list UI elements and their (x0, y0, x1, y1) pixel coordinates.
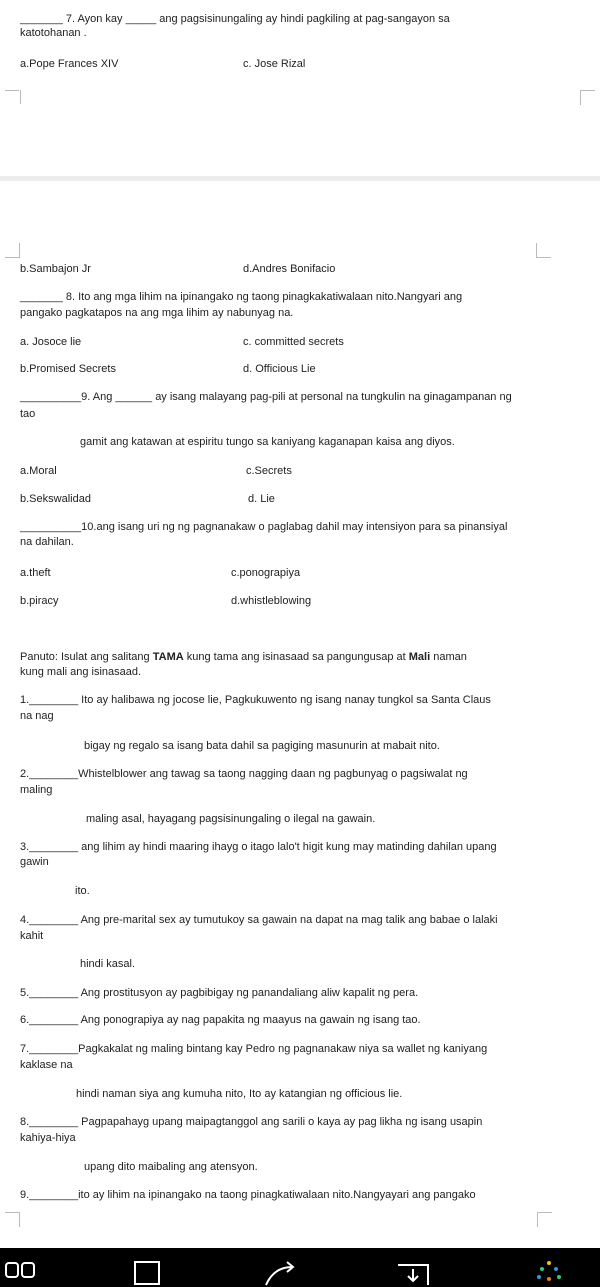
q8-choice-a: a. Josoce lie (20, 336, 82, 348)
q8-choice-b: b.Promised Secrets (20, 363, 116, 375)
instructions-text-a: Isulat ang salitang (60, 651, 150, 663)
q8-choice-d: d. Officious Lie (243, 363, 316, 375)
item-1-line1: 1.________ Ito ay halibawa ng jocose lie, Pagkukuwento ng isang nanay tungkol sa Santa Claus (20, 694, 491, 706)
crop-corner-top-right[interactable] (580, 90, 595, 105)
item-8-line3: upang dito maibaling ang atensyon. (84, 1161, 258, 1173)
item-8-line2: kahiya-hiya (20, 1132, 76, 1144)
question-8-line2: pangako pagkatapos na ang mga lihim ay nabunyag na. (20, 307, 294, 319)
question-10-line1: __________10.ang isang uri ng ng pagnanakaw o paglabag dahil may intensiyon para sa pinansiyal (20, 521, 508, 533)
q8-choice-c: c. committed secrets (243, 336, 344, 348)
item-4-line1: 4.________ Ang pre-marital sex ay tumutukoy sa gawain na dapat na mag talik ang babae o lalaki (20, 914, 498, 926)
crop-corner-lower-left[interactable] (5, 1212, 20, 1227)
q10-choice-c: c.ponograpiya (231, 567, 301, 579)
question-10-line2: na dahilan. (20, 536, 74, 548)
item-4-line3: hindi kasal. (80, 958, 136, 970)
item-5-line1: 5.________ Ang prostitusyon ay pagbibigay ng panandaliang aliw kapalit ng pera. (20, 987, 419, 999)
item-4-line2: kahit (20, 930, 44, 942)
q7-choice-a: a.Pope Frances XIV (20, 58, 119, 70)
item-2-line3: maling asal, hayagang pagsisinungaling o ilegal na gawain. (86, 813, 376, 825)
question-8-line1: _______ 8. Ito ang mga lihim na ipinangako ng taong pinagkakatiwalaan nito.Nangyari ang (20, 291, 463, 303)
q7-choice-c: c. Jose Rizal (243, 58, 306, 70)
item-7-line2: kaklase na (20, 1059, 73, 1071)
download-icon[interactable] (394, 1257, 432, 1287)
item-2-line2: maling (20, 784, 53, 796)
q9-choice-a: a.Moral (20, 465, 57, 477)
item-2-line1: 2.________Whistelblower ang tawag sa taong nagging daan ng pagbunyag o pagsiwalat ng (20, 768, 468, 780)
question-9-line3: gamit ang katawan at espiritu tungo sa kaniyang kaganapan kaisa ang diyos. (80, 436, 455, 448)
question-9-line2: tao (20, 408, 36, 420)
item-7-line3: hindi naman siya ang kumuha nito, Ito ay katangian ng officious lie. (76, 1088, 403, 1100)
instructions-label: Panuto: (20, 651, 58, 663)
crop-icon[interactable] (132, 1257, 162, 1287)
instructions-text-c: naman (433, 651, 467, 663)
instructions-tama: TAMA (152, 651, 184, 663)
q9-choice-d: d. Lie (248, 493, 275, 505)
instructions-line2: kung mali ang isinasaad. (20, 666, 142, 678)
item-7-line1: 7.________Pagkakalat ng maling bintang kay Pedro ng pagnanakaw niya sa wallet ng kaniyang (20, 1043, 488, 1055)
crop-corner-bottom-left[interactable] (5, 243, 20, 258)
layout-icon[interactable] (4, 1257, 38, 1287)
q10-choice-b: b.piracy (20, 595, 59, 607)
q10-choice-a: a.theft (20, 567, 51, 579)
item-3-line3: ito. (75, 885, 90, 897)
bottom-toolbar (0, 1248, 600, 1287)
item-9-line1: 9.________ito ay lihim na ipinangako na taong pinagkatiwalaan nito.Nangyayari ang pangako (20, 1189, 476, 1201)
item-1-line2: na nag (20, 710, 54, 722)
item-8-line1: 8.________ Pagpapahayg upang maipagtanggol ang sarili o kaya ay pag likha ng isang usapin (20, 1116, 483, 1128)
question-9-line1: __________9. Ang ______ ay isang malayang pag-pili at personal na tungkulin na ginagampanan ng (20, 391, 512, 403)
q7-choice-d: d.Andres Bonifacio (243, 263, 336, 275)
instructions-text-b: kung tama ang isinasaad sa pangungusap at (186, 651, 406, 663)
instructions-mali: Mali (408, 651, 431, 663)
rotate-icon[interactable] (262, 1257, 300, 1287)
q9-choice-b: b.Sekswalidad (20, 493, 91, 505)
instructions-line1 (20, 651, 467, 664)
question-7-line2: katotohanan . (20, 27, 87, 39)
q7-choice-b: b.Sambajon Jr (20, 263, 91, 275)
q9-choice-c: c.Secrets (246, 465, 292, 477)
item-6-line1: 6.________ Ang ponograpiya ay nag papakita ng maayus na gawain ng isang tao. (20, 1014, 421, 1026)
q10-choice-d: d.whistleblowing (231, 595, 312, 607)
item-1-line3: bigay ng regalo sa isang bata dahil sa pagiging masunurin at mabait nito. (84, 740, 440, 752)
item-3-line1: 3.________ ang lihim ay hindi maaring ihayg o itago lalo't higit kung may matinding dahilan upang (20, 841, 497, 853)
crop-corner-top-left-stem (10, 90, 21, 104)
item-3-line2: gawin (20, 856, 49, 868)
page-divider (0, 176, 600, 181)
crop-corner-bottom-right[interactable] (536, 243, 551, 258)
crop-corner-lower-right[interactable] (537, 1212, 552, 1227)
more-icon[interactable] (532, 1257, 566, 1287)
question-7-line1: _______ 7. Ayon kay _____ ang pagsisinungaling ay hindi pagkiling at pag-sangayon sa (20, 13, 450, 25)
